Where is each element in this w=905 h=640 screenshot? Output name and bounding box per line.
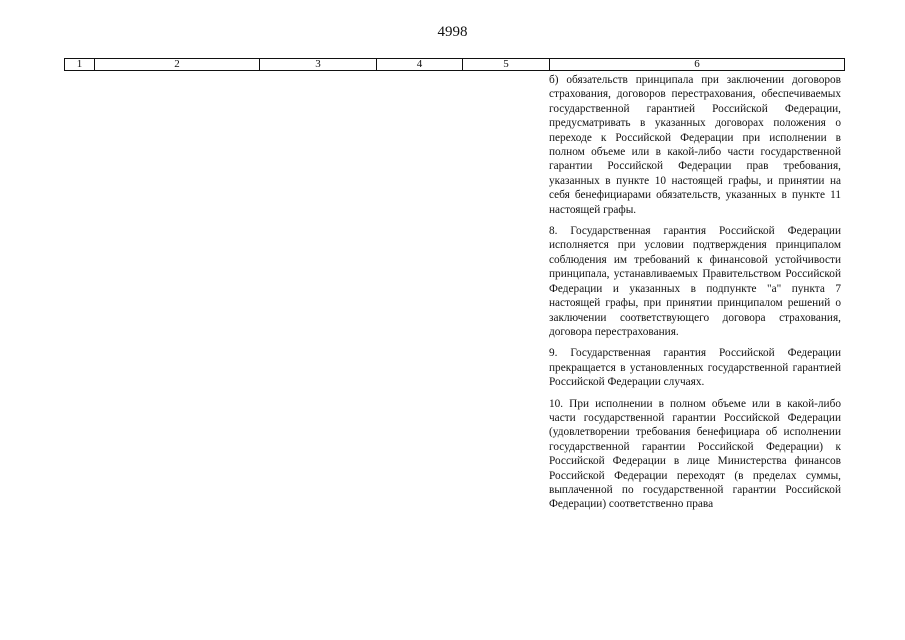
table-header-cell-6: 6 [694,58,700,70]
table-header-cell-4: 4 [377,59,463,70]
table-header-cell-3: 3 [260,59,377,70]
column-6-text [549,73,841,519]
table-header-cell-1: 1 [65,59,95,70]
table-header-cell-5: 5 [463,59,550,70]
page-number: 4998 [437,24,468,40]
paragraph-10: 10. При исполнении в полном объеме или в какой-либо части государственной гарантии Российской Федерации (удовлетворении требования бенефициара об исполнении государственной гарантии Российской Федерации) к Российской Федерации в лице Министерства финансов Российской Федерации переходят (в пределах суммы, выплаченной по государственной гарантии Российской Федерации) соответственно права [549,397,841,511]
paragraph-7b: б) обязательств принципала при заключении договоров страхования, договоров перестрахования, обеспечиваемых государственной гарантией Российской Федерации, предусматривать в указанных договорах положения о переходе к Российской Федерации при исполнении в полном объеме или в какой-либо части государственной гарантии Российской Федерации прав требования, указанных в пункте 10 настоящей графы, и принятии на себя бенефициарами обязательств, указанных в пункте 11 настоящей графы. [549,74,841,216]
paragraph-8: 8. Государственная гарантия Российской Федерации исполняется при условии подтверждения принципалом соблюдения им требований к финансовой устойчивости принципала, устанавливаемых Правительством Российской Федерации и указанных в подпункте "а" пункта 7 настоящей графы, при принятии принципалом решений о заключении соответствующего договора страхования, договора перестрахования. [549,225,841,338]
paragraph-9: 9. Государственная гарантия Российской Федерации прекращается в установленных государственной гарантией Российской Федерации случаях. [549,347,841,389]
table-header-row [64,58,845,71]
table-header-cell-2: 2 [95,59,260,70]
